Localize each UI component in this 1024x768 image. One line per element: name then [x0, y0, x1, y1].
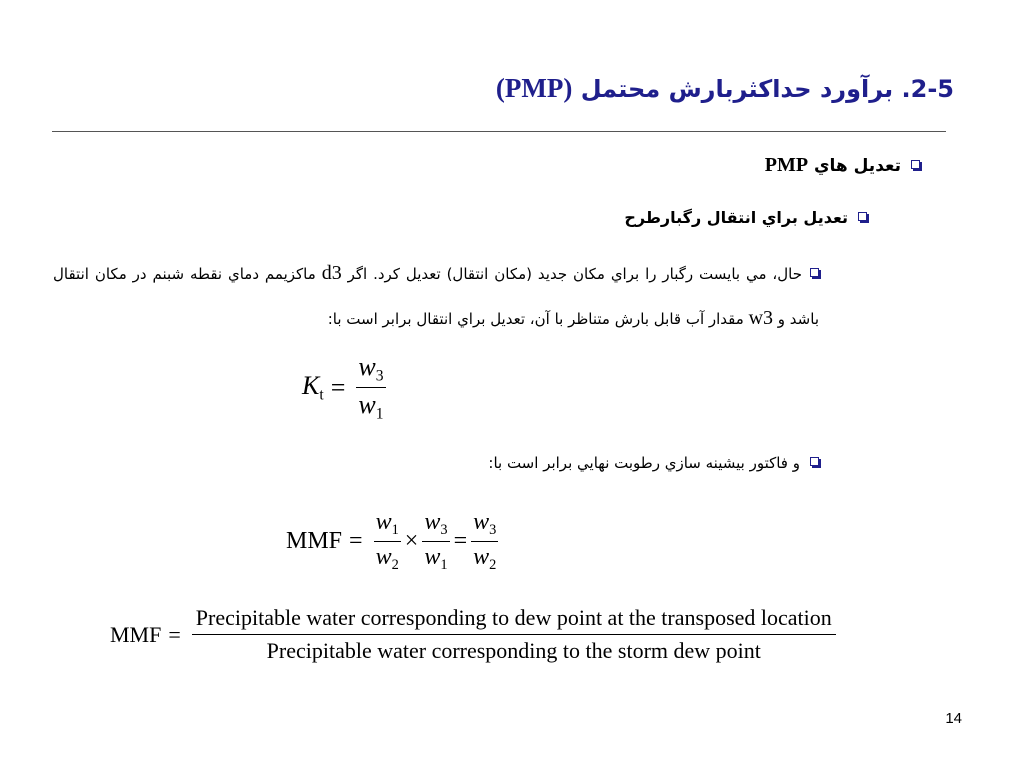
mmf-label: MMF: [286, 528, 343, 555]
numerator: $w_3$: [422, 509, 449, 542]
times-sign: ×: [404, 528, 419, 555]
bullet-pmp-acronym: PMP: [764, 154, 809, 176]
numerator: $w_3$: [471, 509, 498, 542]
bullet-storm-transposition: [624, 203, 867, 233]
square-bullet-icon: [810, 268, 819, 277]
square-bullet-icon: [858, 212, 867, 221]
bullet-pmp-adjustments: [765, 150, 920, 181]
slide-title-acronym: (PMP): [495, 73, 573, 103]
slide-title: [496, 70, 954, 107]
paragraph-text-3: مقدار آب قابل بارش متناظر با آن، تعديل براي انتقال برابر است با:: [327, 310, 749, 328]
fraction-w3-over-w2: [471, 509, 498, 574]
equation-kt: [302, 352, 390, 424]
fraction-w3-over-w1: [356, 352, 385, 424]
bullet-pmp-adjustments-text: تعديل هاي: [808, 156, 901, 176]
denominator: $w_2$: [375, 544, 399, 574]
bullet-mmf-text: و فاكتور بيشينه سازي رطوبت نهايي برابر است با:: [488, 454, 800, 472]
bullet-mmf: [488, 448, 819, 478]
paragraph-text-1: حال، مي بايست رگبار را براي مکان جديد (مکان انتقال) تعديل کرد. اگر: [341, 265, 802, 283]
denominator-text: Precipitable water corresponding to the storm dew point: [266, 638, 761, 663]
denominator: $w_1$: [424, 544, 448, 574]
fraction-w1-over-w2: [374, 509, 401, 574]
numerator: $w_1$: [374, 509, 401, 542]
kt-symbol: $K_t$: [302, 371, 324, 404]
equals-sign: =: [168, 621, 181, 647]
denominator: $w_2$: [473, 544, 497, 574]
paragraph-symbol-w3: w3: [748, 307, 774, 329]
page-number: 14: [945, 710, 962, 727]
denominator: $w_1$: [358, 390, 384, 423]
slide-title-text: 2-5. برآورد حداکثربارش محتمل: [572, 75, 954, 103]
paragraph-symbol-d3: d3: [321, 262, 342, 284]
fraction-w3-over-w1: [422, 509, 449, 574]
equals-sign: =: [330, 372, 346, 402]
equals-sign: =: [453, 528, 468, 555]
square-bullet-icon: [911, 160, 920, 169]
numerator: $w_3$: [356, 352, 385, 388]
mmf-label: MMF: [110, 621, 162, 647]
equals-sign: =: [349, 528, 363, 555]
numerator-text: Precipitable water corresponding to dew point at the transposed location: [192, 605, 836, 635]
equation-mmf-definition: [110, 605, 840, 664]
title-divider: [52, 131, 946, 132]
bullet-storm-transposition-text: تعديل براي انتقال رگبارطرح: [624, 208, 848, 227]
paragraph-text-2: ماکزيمم دماي نقطه شبنم در مکان انتقال باشد و: [53, 265, 819, 328]
transposition-paragraph: [53, 251, 819, 341]
square-bullet-icon: [810, 457, 819, 466]
fraction-mmf-definition: [192, 605, 836, 664]
equation-mmf-product: [286, 509, 502, 574]
